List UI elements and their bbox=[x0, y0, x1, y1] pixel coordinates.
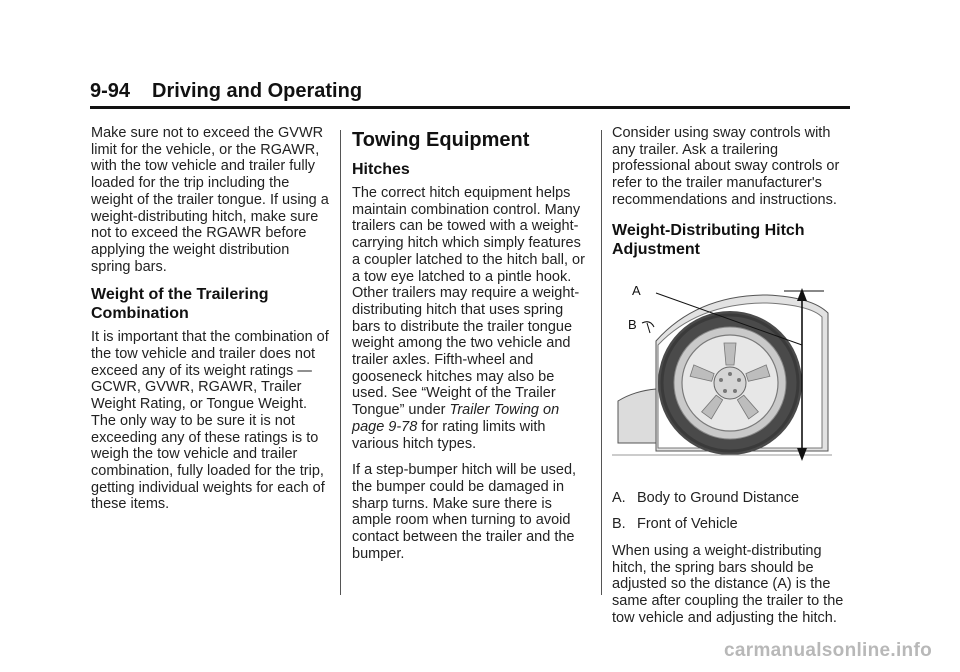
weight-combination-heading: Weight of the Trailering Combination bbox=[91, 286, 269, 323]
hitches-paragraph: The correct hitch equipment helps maintain combination control. Many trailers can be towed with a weight-carrying hitch which simply features a coupler latched to the hitch ball, or a tow eye latched to a pintle hook. Other trailers may require a weight-distributing hitch that uses spring bars to distribute the trailer tongue weight among the two vehicle and trailer axles. Fifth-wheel and gooseneck hitches may also be used. See “Weight of the Trailer Tongue” under Trailer Towing on page 9-78 for rating limits with various hitch types. bbox=[352, 185, 585, 452]
arrow-head-top bbox=[797, 288, 807, 301]
header-rule bbox=[90, 106, 850, 109]
hub bbox=[714, 367, 746, 399]
caption-a: A. Body to Ground Distance bbox=[612, 489, 800, 506]
bumper-shape bbox=[618, 389, 656, 443]
column-1 bbox=[91, 125, 331, 523]
column-3 bbox=[612, 125, 852, 636]
figure-label-b: B bbox=[628, 316, 637, 332]
gvwr-paragraph: Make sure not to exceed the GVWR limit for the vehicle, or the RGAWR, with the tow vehicle and trailer fully loaded for the trip including the weight of the trailer tongue. If using a weight-distributing hitch, make sure not to exceed the RGAWR before applying the weight distribution spring bars. bbox=[91, 125, 329, 275]
page-number: 9-94 bbox=[90, 80, 131, 102]
hitches-heading: Hitches bbox=[352, 161, 410, 178]
hitch-adjustment-paragraph: When using a weight-distributing hitch, the spring bars should be adjusted so the distance (A) is the same after coupling the trailer to the tow vehicle and adjusting the hitch. bbox=[612, 542, 844, 626]
towing-equipment-title: Towing Equipment bbox=[352, 129, 530, 151]
section-title: Driving and Operating bbox=[152, 80, 363, 102]
caption-b: B. Front of Vehicle bbox=[612, 516, 738, 533]
column-divider-1 bbox=[340, 130, 341, 595]
wheel-well-figure bbox=[612, 283, 832, 478]
hitch-adjustment-heading: Weight-Distributing Hitch Adjustment bbox=[612, 221, 805, 258]
sway-controls-paragraph: Consider using sway controls with any trailer. Ask a trailering professional about sway controls or refer to the trailer manufacturer's recommendations and instructions. bbox=[612, 125, 840, 208]
watermark: carmanualsonline.info bbox=[724, 640, 932, 661]
trailer-towing-link[interactable]: Trailer Towing on page 9-78 bbox=[352, 402, 560, 435]
weight-ratings-paragraph: It is important that the combination of the tow vehicle and trailer does not exceed any of its weight ratings — GCWR, GVWR, RGAWR, Trailer Weight Rating, or Tongue Weight. The only way to be sure it is not exceeding any of these ratings is to weigh the tow vehicle and trailer combination, fully loaded for the trip, getting individual weights for each of these items. bbox=[91, 329, 329, 513]
step-bumper-paragraph: If a step-bumper hitch will be used, the bumper could be damaged in sharp turns. Make sure there is ample room when turning to avoid contact between the trailer and the bumper. bbox=[352, 462, 577, 562]
figure-label-a: A bbox=[632, 282, 641, 298]
page-header bbox=[90, 80, 362, 103]
column-2 bbox=[352, 125, 592, 572]
column-divider-2 bbox=[601, 130, 602, 595]
